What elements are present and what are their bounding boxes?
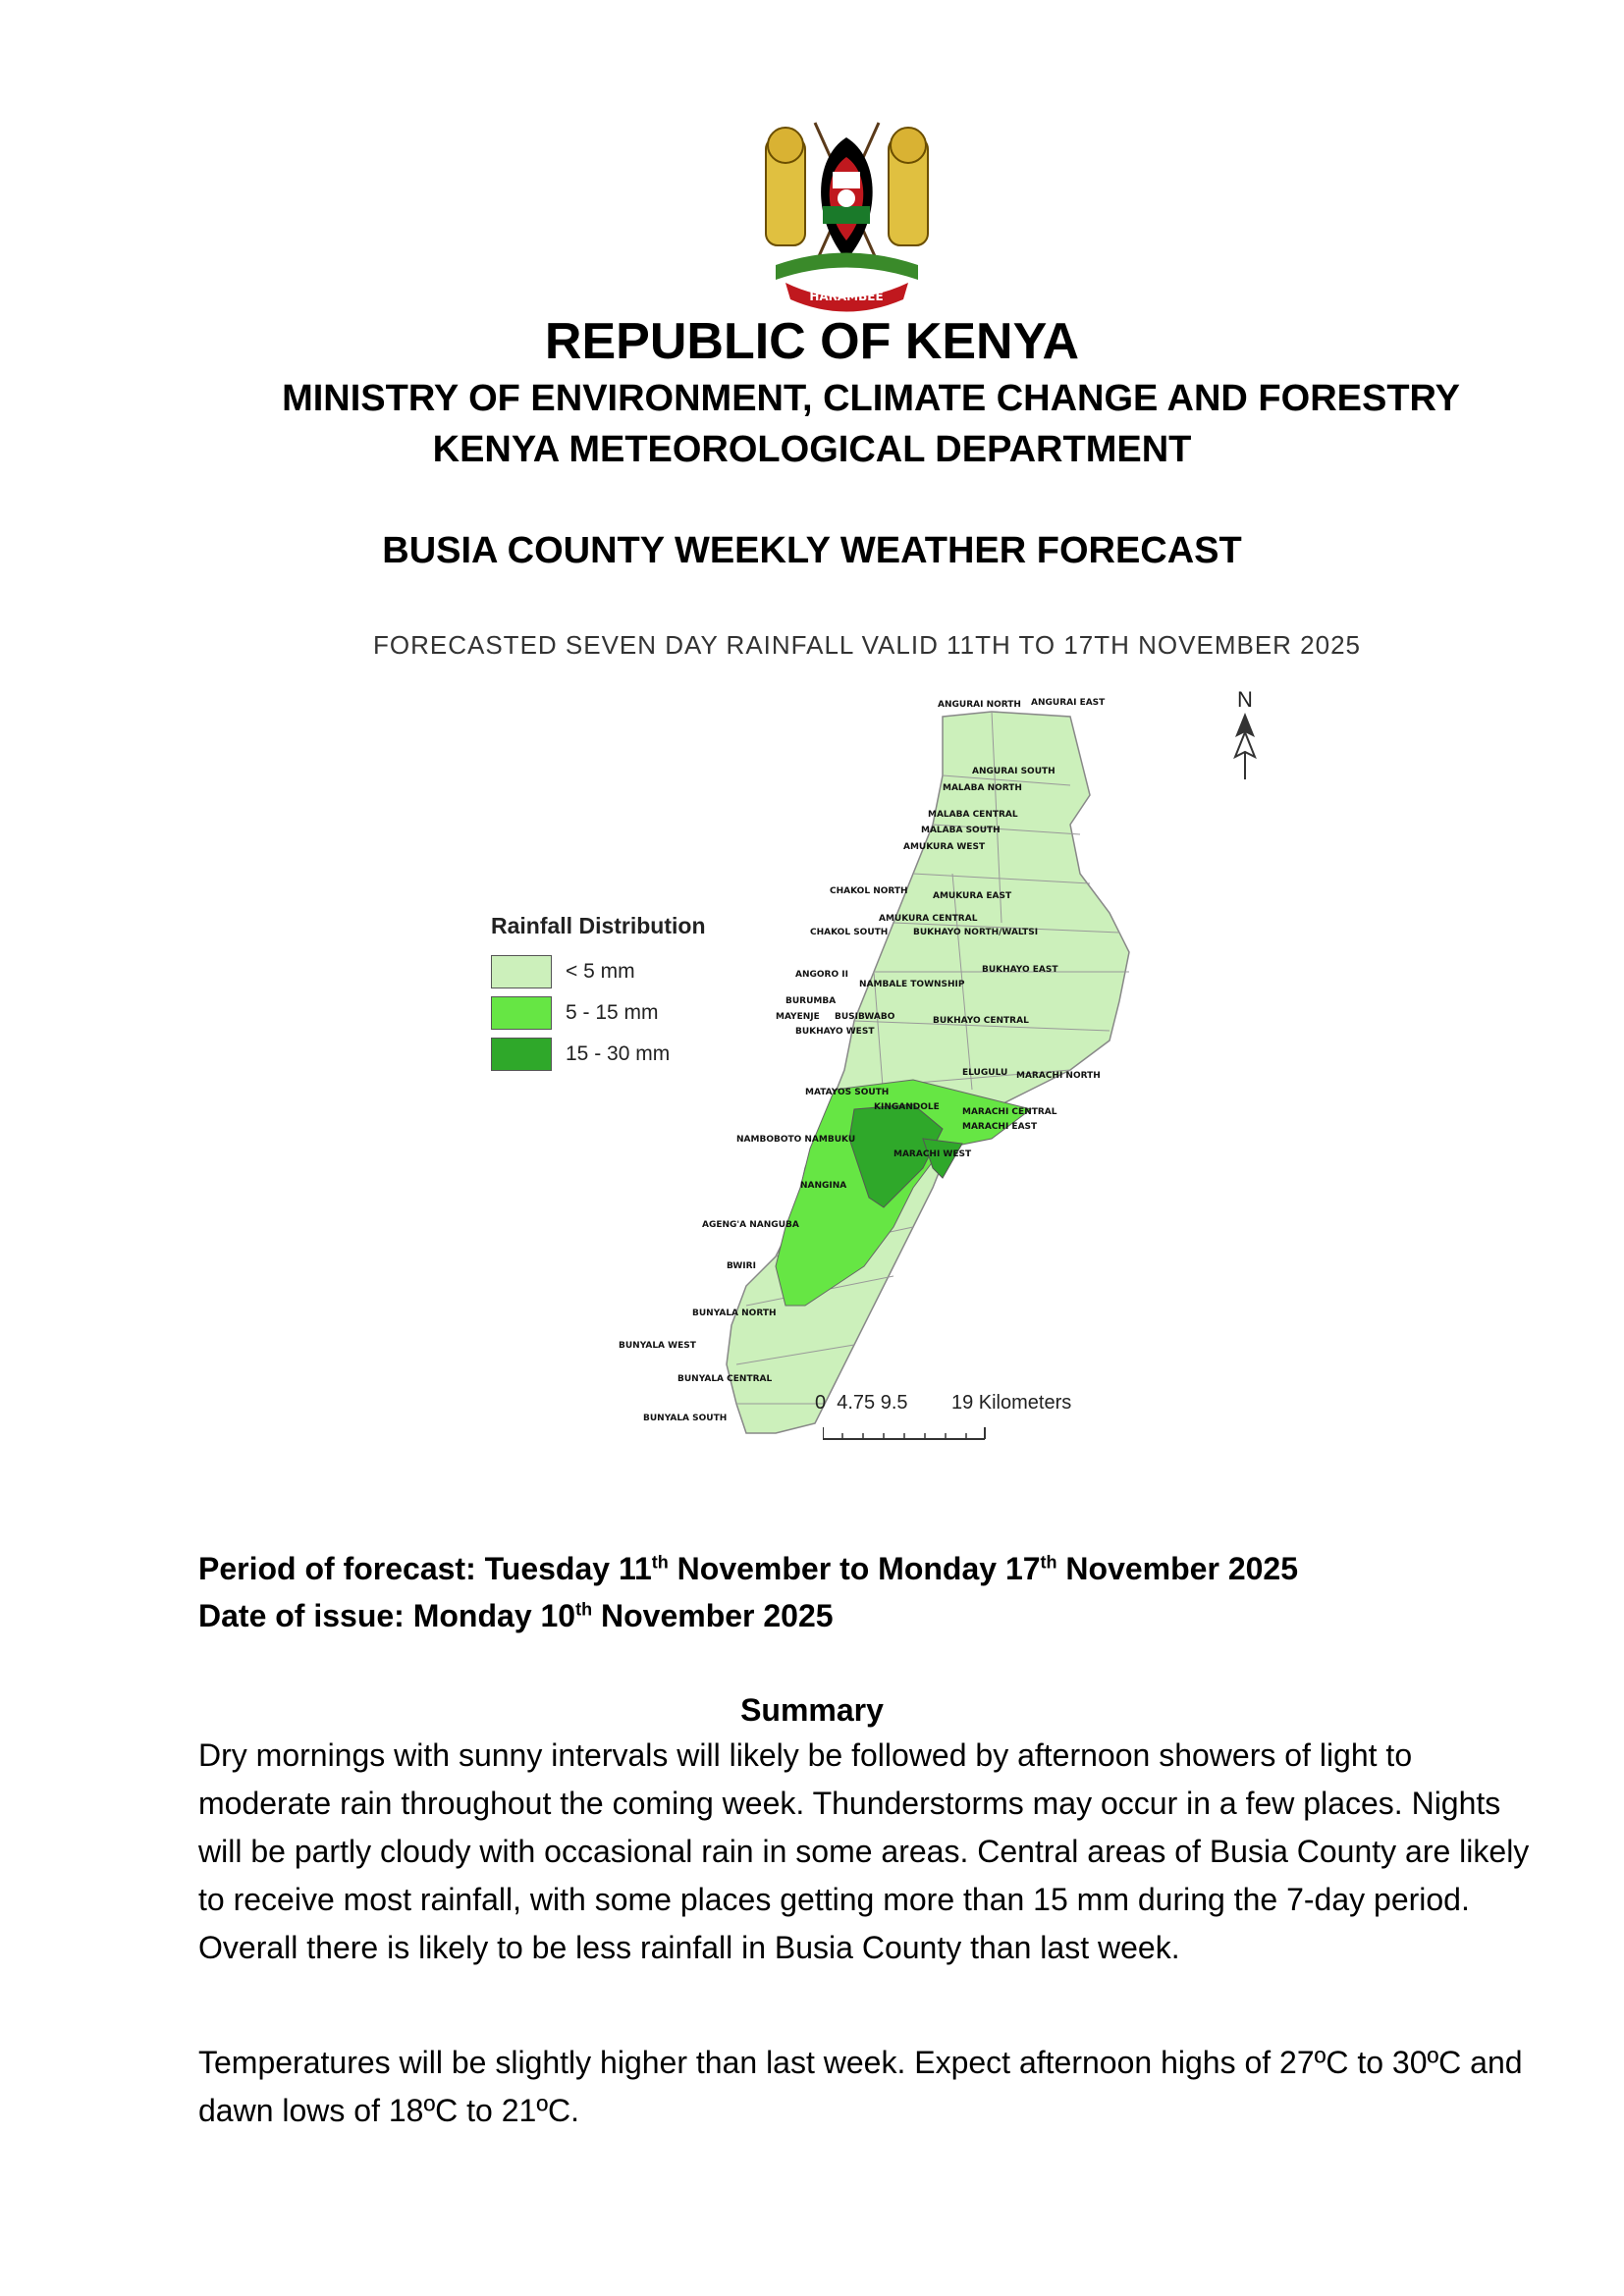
ward-label: MARACHI NORTH bbox=[1016, 1071, 1101, 1081]
ward-label: MAYENJE bbox=[776, 1012, 820, 1022]
legend-label: 5 - 15 mm bbox=[566, 1001, 659, 1024]
ward-label: BUKHAYO NORTH/WALTSI bbox=[913, 928, 1039, 937]
ward-label: NAMBOBOTO NAMBUKU bbox=[736, 1135, 856, 1145]
legend-item bbox=[491, 1034, 706, 1075]
ward-label: BUNYALA CENTRAL bbox=[677, 1374, 773, 1384]
ward-label: MATAYOS SOUTH bbox=[805, 1088, 890, 1097]
department-title: KENYA METEOROLOGICAL DEPARTMENT bbox=[432, 429, 1192, 470]
ward-label: ELUGULU bbox=[962, 1068, 1008, 1078]
report-title: BUSIA COUNTY WEEKLY WEATHER FORECAST bbox=[382, 530, 1242, 571]
ward-label: NANGINA bbox=[800, 1181, 847, 1191]
summary-heading: Summary bbox=[740, 1692, 884, 1728]
temperature-paragraph: Temperatures will be slightly higher than last week. Expect afternoon highs of 27ºC to 30ºC and dawn lows of 18ºC to 21ºC. bbox=[198, 2045, 1523, 2128]
ward-label: BUSIBWABO bbox=[835, 1012, 895, 1022]
ward-label: AMUKURA EAST bbox=[933, 891, 1012, 901]
ward-label: BUNYALA WEST bbox=[619, 1341, 696, 1351]
ward-label: BUKHAYO CENTRAL bbox=[933, 1016, 1029, 1026]
legend-label: < 5 mm bbox=[566, 960, 635, 983]
north-label: N bbox=[1237, 687, 1253, 712]
ward-label: MALABA CENTRAL bbox=[928, 810, 1018, 820]
ward-label: KINGANDOLE bbox=[874, 1102, 940, 1112]
ward-label: BWIRI bbox=[727, 1261, 756, 1271]
scale-labels: 0 4.75 9.5 19 Kilometers bbox=[815, 1392, 1072, 1414]
ministry-title: MINISTRY OF ENVIRONMENT, CLIMATE CHANGE AND FORESTRY bbox=[282, 378, 1460, 419]
ward-label: BUNYALA SOUTH bbox=[643, 1414, 728, 1423]
ward-label: CHAKOL NORTH bbox=[830, 886, 908, 896]
map-legend bbox=[491, 913, 706, 1075]
ward-label: MARACHI EAST bbox=[962, 1122, 1038, 1132]
ward-label: BUKHAYO WEST bbox=[795, 1027, 875, 1037]
ward-label: AMUKURA CENTRAL bbox=[879, 914, 978, 924]
ward-label: ANGORO II bbox=[795, 970, 848, 980]
ward-label: AGENG'A NANGUBA bbox=[702, 1220, 799, 1230]
legend-swatch bbox=[491, 1038, 552, 1071]
ward-label: MARACHI CENTRAL bbox=[962, 1107, 1057, 1117]
ward-label: MALABA SOUTH bbox=[921, 826, 1001, 835]
summary-paragraph: Dry mornings with sunny intervals will likely be followed by afternoon showers of light to moderate rain throughout the coming week. Thunderstorms may occur in a few places. Nights will be partly cloudy with occasional rain in some areas. Central areas of Busia County are likely to receive most rainfall, with some places getting more than 15 mm during the 7-day period. Overall there is likely to be less rainfall in Busia County than last week. bbox=[198, 1737, 1530, 1965]
scale-bar bbox=[823, 1423, 990, 1443]
ward-label: AMUKURA WEST bbox=[903, 842, 986, 852]
north-arrow bbox=[1225, 687, 1265, 787]
ward-label: ANGURAI SOUTH bbox=[972, 767, 1056, 776]
legend-title: Rainfall Distribution bbox=[491, 913, 706, 938]
ward-label: BUKHAYO EAST bbox=[982, 965, 1058, 975]
legend-swatch bbox=[491, 996, 552, 1030]
legend-label: 15 - 30 mm bbox=[566, 1042, 671, 1065]
issue-date: Date of issue: Monday 10th November 2025 bbox=[198, 1598, 834, 1633]
legend-item bbox=[491, 951, 706, 992]
legend-swatch bbox=[491, 955, 552, 988]
ward-label: BURUMBA bbox=[785, 996, 837, 1006]
map-title: FORECASTED SEVEN DAY RAINFALL VALID 11TH TO 17TH NOVEMBER 2025 bbox=[373, 630, 1362, 660]
ward-label: MALABA NORTH bbox=[943, 783, 1022, 793]
ward-label: MARACHI WEST bbox=[893, 1149, 972, 1159]
ward-label: ANGURAI EAST bbox=[1031, 698, 1106, 708]
coat-motto: HARAMBEE bbox=[809, 290, 884, 303]
north-arrow-icon bbox=[1225, 713, 1265, 781]
kenya-coat-of-arms bbox=[746, 118, 947, 314]
legend-item bbox=[491, 992, 706, 1034]
republic-title: REPUBLIC OF KENYA bbox=[544, 313, 1080, 370]
ward-label: ANGURAI NORTH bbox=[938, 700, 1021, 710]
ward-label: BUNYALA NORTH bbox=[692, 1308, 777, 1318]
forecast-period: Period of forecast: Tuesday 11th November to Monday 17th November 2025 bbox=[198, 1551, 1298, 1586]
ward-label: CHAKOL SOUTH bbox=[810, 928, 889, 937]
ward-label: NAMBALE TOWNSHIP bbox=[859, 980, 965, 989]
